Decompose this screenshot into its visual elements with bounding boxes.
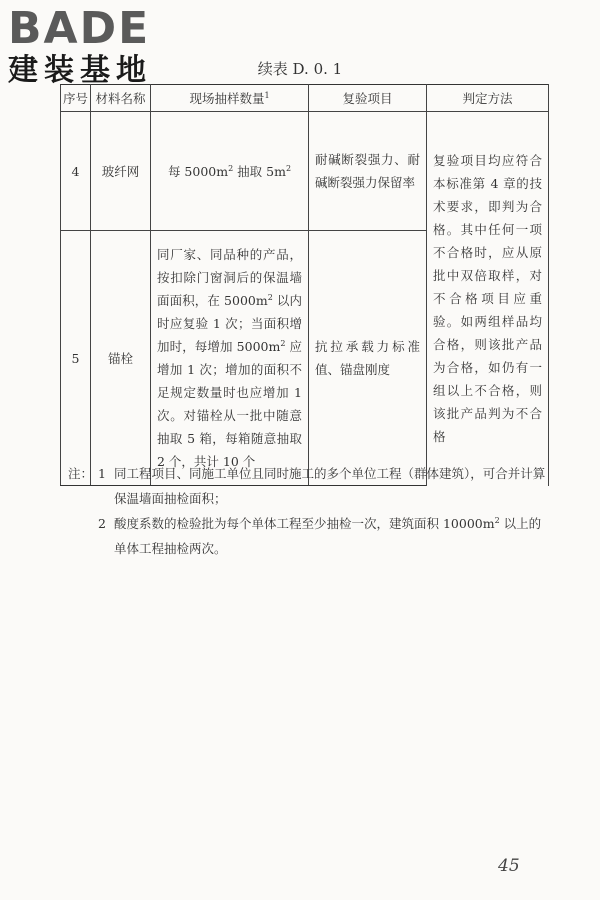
note-text: 酸度系数的检验批为每个单体工程至少抽检一次，建筑面积 $10000m^2$ 以上的单体工程抽检两次。 (114, 515, 542, 556)
note-text: 同工程项目、同施工单位且同时施工的多个单位工程（群体建筑），可合并计算保温墙面抽检面积； (114, 466, 546, 506)
note-number: 2 (98, 516, 106, 531)
header-judgment: 判定方法 (427, 85, 549, 112)
row-material: 锚栓 (91, 231, 151, 486)
row-no: 5 (61, 231, 91, 486)
logo-chinese-text: 建装基地 (8, 53, 152, 88)
note-number: 1 (98, 466, 106, 481)
judgment-method: 复验项目均应符合本标准第 4 章的技术要求，即判为合格。其中任何一项不合格时，应从原批中双倍取样，对不合格项目应重验。如两组样品均合格，则该批产品为合格，如仍有一组以上不合格，则该批产品判为不合格 (427, 112, 549, 486)
note-item (68, 461, 548, 511)
table-caption: 续表 D. 0. 1 (257, 60, 343, 78)
header-material: 材料名称 (91, 85, 151, 112)
row-retest-items: 耐碱断裂强力、耐碱断裂强力保留率 (309, 112, 427, 231)
page-number: 45 (498, 856, 520, 876)
table-header-row (61, 85, 549, 112)
header-sampling-footnote: 1 (264, 90, 270, 100)
notes-prefix: 注： (68, 466, 94, 481)
row-sampling: 每 $5000m^2$ 抽取 $5m^2$ (151, 112, 309, 231)
header-retest-items: 复验项目 (309, 85, 427, 112)
note-item (68, 511, 548, 561)
row-sampling: 同厂家、同品种的产品，按扣除门窗洞后的保温墙面面积，在 $5000m^2$ 以内时应复验 1 次；当面积增加时，每增加 $5000m^2$ 应增加 1 次；增加的面积不足规定数量时也应增加 1 次。对锚栓从一批中随意抽取 5 箱，每箱随意抽取 2 个，共计 10 个 (151, 231, 309, 486)
table-row (61, 112, 549, 231)
row-retest-items: 抗拉承载力标准值、锚盘刚度 (309, 231, 427, 486)
logo-latin-text: BADE (8, 3, 151, 54)
table-notes (68, 461, 548, 561)
sampling-table (60, 84, 549, 486)
header-no: 序号 (61, 85, 91, 112)
header-sampling: 现场抽样数量$^1$ (151, 85, 309, 112)
row-material: 玻纤网 (91, 112, 151, 231)
row-no: 4 (61, 112, 91, 231)
